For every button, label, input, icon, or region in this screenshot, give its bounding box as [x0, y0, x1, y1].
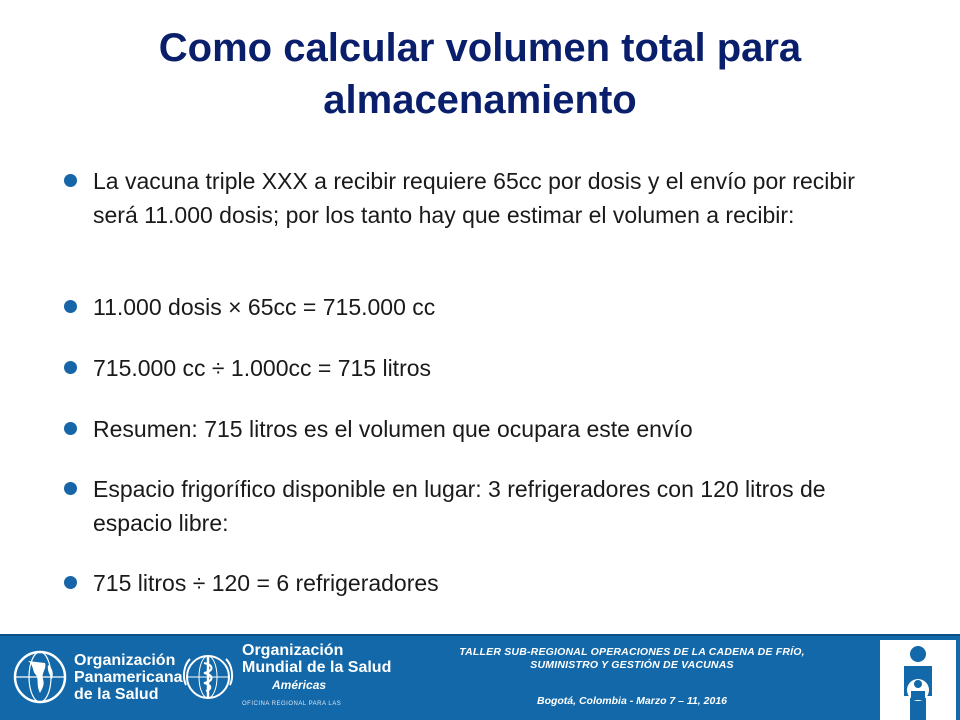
person-icon — [880, 640, 956, 720]
bullet-dot-icon — [64, 422, 77, 435]
who-office: OFICINA REGIONAL PARA LAS — [242, 700, 342, 707]
who-name — [242, 642, 391, 713]
bullet-item — [64, 566, 904, 600]
bullet-text: Resumen: 715 litros es el volumen que ocupara este envío — [93, 416, 693, 442]
bullet-text: 715.000 cc ÷ 1.000cc = 715 litros — [93, 355, 432, 381]
bullet-item — [64, 472, 904, 540]
bullet-text: La vacuna triple XXX a recibir requiere 65cc por dosis y el envío por recibir será 11.000 dosis; por los tanto hay que estimar el volumen a recibir: — [93, 168, 855, 228]
bullet-text: 715 litros ÷ 120 = 6 refrigeradores — [93, 570, 439, 596]
workshop-title — [398, 646, 866, 672]
workshop-place-date: Bogotá, Colombia - Marzo 7 – 11, 2016 — [536, 695, 728, 707]
bullet-dot-icon — [64, 361, 77, 374]
bullet-text: 11.000 dosis × 65cc = 715.000 cc — [93, 294, 436, 320]
bullet-item — [64, 164, 904, 232]
bullet-dot-icon — [64, 300, 77, 313]
footer-bar — [0, 634, 960, 720]
globe-icon — [12, 649, 68, 705]
paho-name — [74, 652, 183, 703]
paho-line: Organización — [74, 651, 176, 669]
workshop-line: SUMINISTRO Y GESTIÓN DE VACUNAS — [530, 659, 734, 671]
bullet-text: Espacio frigorífico disponible en lugar: 3 refrigeradores con 120 litros de espacio libre: — [93, 476, 826, 536]
who-line: Mundial de la Salud — [242, 658, 392, 676]
who-region: Américas — [272, 677, 327, 692]
bullet-dot-icon — [64, 482, 77, 495]
who-line: Organización — [242, 641, 344, 659]
bullet-dot-icon — [64, 174, 77, 187]
who-logo — [180, 642, 391, 712]
paho-logo — [12, 642, 183, 712]
slide-title: Como calcular volumen total para almacenamiento — [158, 26, 802, 122]
bullet-dot-icon — [64, 576, 77, 589]
paho-line: Panamericana — [74, 668, 183, 686]
person-logo — [880, 640, 956, 720]
footer-divider — [0, 634, 960, 636]
paho-line: de la Salud — [74, 685, 159, 703]
bullet-item — [64, 412, 904, 446]
bullet-item — [64, 351, 904, 385]
who-emblem-icon — [180, 649, 236, 705]
bullet-item — [64, 290, 904, 324]
workshop-line: TALLER SUB-REGIONAL OPERACIONES DE LA CADENA DE FRÍO, — [459, 646, 805, 658]
